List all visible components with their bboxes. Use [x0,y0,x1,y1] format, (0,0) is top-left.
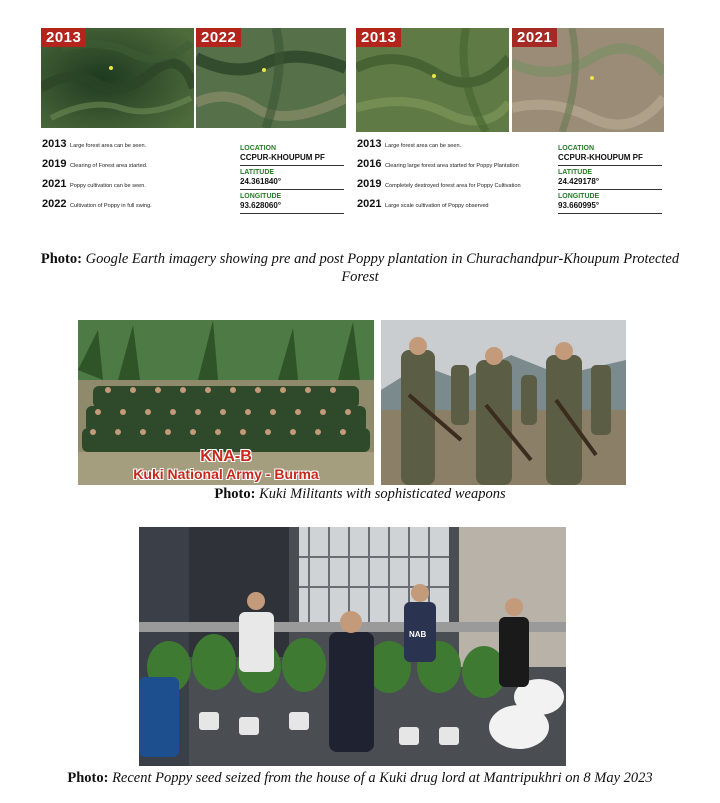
location-info-right [558,144,662,216]
kna-banner-line1: KNA-B [200,448,252,465]
location-value: CCPUR-KHOUPUM PF [558,153,662,166]
caption-text: Google Earth imagery showing pre and post Poppy plantation in Churachandpur-Khoupum Protected Forest [85,251,680,285]
satellite-image-left-2013 [41,28,194,128]
timeline-text: Large scale cultivation of Poppy observed [385,203,489,209]
photo-armed-militants [381,320,626,485]
timeline-year: 2022 [42,198,67,210]
photo-poppy-seizure [139,527,566,766]
location-value: CCPUR-KHOUPUM PF [240,153,344,166]
caption-prefix: Photo: [40,251,82,267]
year-badge: 2021 [512,28,557,47]
year-badge: 2013 [41,28,86,47]
timeline-year: 2021 [42,178,67,190]
location-label: LOCATION [558,145,595,152]
location-label: LOCATION [240,145,277,152]
timeline-row [357,158,521,178]
timeline-row [357,178,521,198]
satellite-image-right-2013 [356,28,509,132]
timeline-year: 2021 [357,198,382,210]
timeline-year: 2013 [42,138,67,150]
longitude-label: LONGITUDE [240,193,282,200]
photo-kna-group [78,320,374,485]
year-badge: 2013 [356,28,401,47]
longitude-value: 93.660995° [558,201,662,214]
timeline-text: Completely destroyed forest area for Poppy Cultivation [385,183,521,189]
caption-satellite [40,250,680,286]
timeline-left [42,138,152,218]
caption-prefix: Photo: [67,770,109,786]
caption-text: Recent Poppy seed seized from the house of a Kuki drug lord at Mantripukhri on 8 May 2023 [112,770,653,786]
timeline-year: 2013 [357,138,382,150]
timeline-text: Cultivation of Poppy in full swing. [70,203,152,209]
latitude-value: 24.429178° [558,177,662,190]
latitude-label: LATITUDE [558,169,593,176]
timeline-row [42,198,152,218]
nab-vest-label: NAB [409,630,427,639]
timeline-row [42,138,152,158]
caption-militants [150,485,570,503]
caption-text: Kuki Militants with sophisticated weapons [259,486,506,502]
timeline-text: Poppy cultivation can be seen. [70,183,146,189]
year-badge: 2022 [196,28,241,47]
caption-seizure [20,769,700,787]
latitude-label: LATITUDE [240,169,275,176]
timeline-row [42,178,152,198]
timeline-row [357,138,521,158]
timeline-text: Large forest area can be seen. [70,143,147,149]
satellite-image-left-2022 [196,28,346,128]
longitude-value: 93.628060° [240,201,344,214]
kna-banner-line2: Kuki National Army - Burma [133,466,319,482]
satellite-image-right-2021 [512,28,664,132]
longitude-label: LONGITUDE [558,193,600,200]
timeline-row [42,158,152,178]
timeline-row [357,198,521,218]
latitude-value: 24.361840° [240,177,344,190]
timeline-year: 2019 [42,158,67,170]
timeline-text: Large forest area can be seen. [385,143,462,149]
timeline-text: Clearing large forest area started for Poppy Plantation [385,163,519,169]
timeline-year: 2019 [357,178,382,190]
caption-prefix: Photo: [214,486,256,502]
timeline-year: 2016 [357,158,382,170]
timeline-right [357,138,521,218]
location-info-left [240,144,344,216]
timeline-text: Clearing of Forest area started. [70,163,148,169]
